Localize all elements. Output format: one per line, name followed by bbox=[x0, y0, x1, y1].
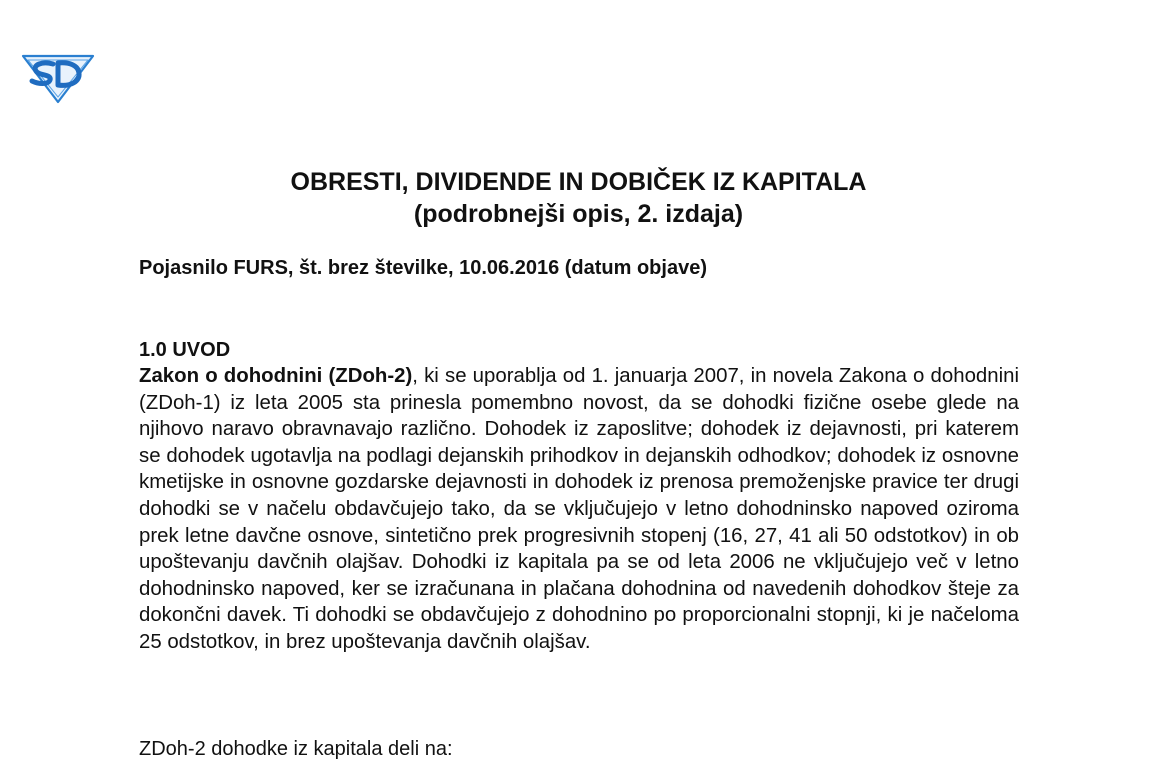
title-line-1: OBRESTI, DIVIDENDE IN DOBIČEK IZ KAPITALA bbox=[290, 168, 867, 196]
sd-shield-logo-icon bbox=[20, 50, 96, 104]
next-paragraph-text: ZDoh-2 dohodke iz kapitala deli na: bbox=[139, 738, 453, 760]
law-name-bold: Zakon o dohodnini (ZDoh-2) bbox=[139, 365, 413, 387]
section-body-paragraph bbox=[139, 363, 1019, 656]
next-paragraph-partial bbox=[139, 736, 579, 760]
title-line-2: (podrobnejši opis, 2. izdaja) bbox=[413, 200, 744, 228]
document-title bbox=[0, 166, 1157, 230]
document-subheading: Pojasnilo FURS, št. brez številke, 10.06.2016 (datum objave) bbox=[139, 257, 707, 279]
paragraph-text: , ki se uporablja od 1. januarja 2007, in novela Zakona o dohodnini (ZDoh-1) iz leta 2005 sta prinesla pomembno novost, da se dohodki fizične osebe glede na njihovo naravo obravnavajo različno. Dohodek iz zaposlitve; dohodek iz dejavnosti, pri katerem se dohodek ugotavlja na podlagi dejanskih prihodkov in dejanskih odhodkov; dohodek iz osnovne kmetijske in osnovne gozdarske dejavnosti in dohodek iz prenosa premoženjske pravice ter drugi dohodki se v načelu obdavčujejo tako, da se vključujejo v letno dohodninsko napoved oziroma prek letne davčne osnove, sintetično prek progresivnih stopenj (16, 27, 41 ali 50 odstotkov) in ob upoštevanju davčnih olajšav. Dohodki iz kapitala pa se od leta 2006 ne vključujejo več v letno dohodninsko napoved, ker se izračunana in plačana dohodnina od navedenih dohodkov šteje za dokončni davek. Ti dohodki se obdavčujejo z dohodnino po proporcionalni stopnji, ki je načeloma 25 odstotkov, in brez upoštevanja davčnih olajšav. bbox=[139, 365, 1019, 653]
section-heading: 1.0 UVOD bbox=[139, 339, 231, 361]
